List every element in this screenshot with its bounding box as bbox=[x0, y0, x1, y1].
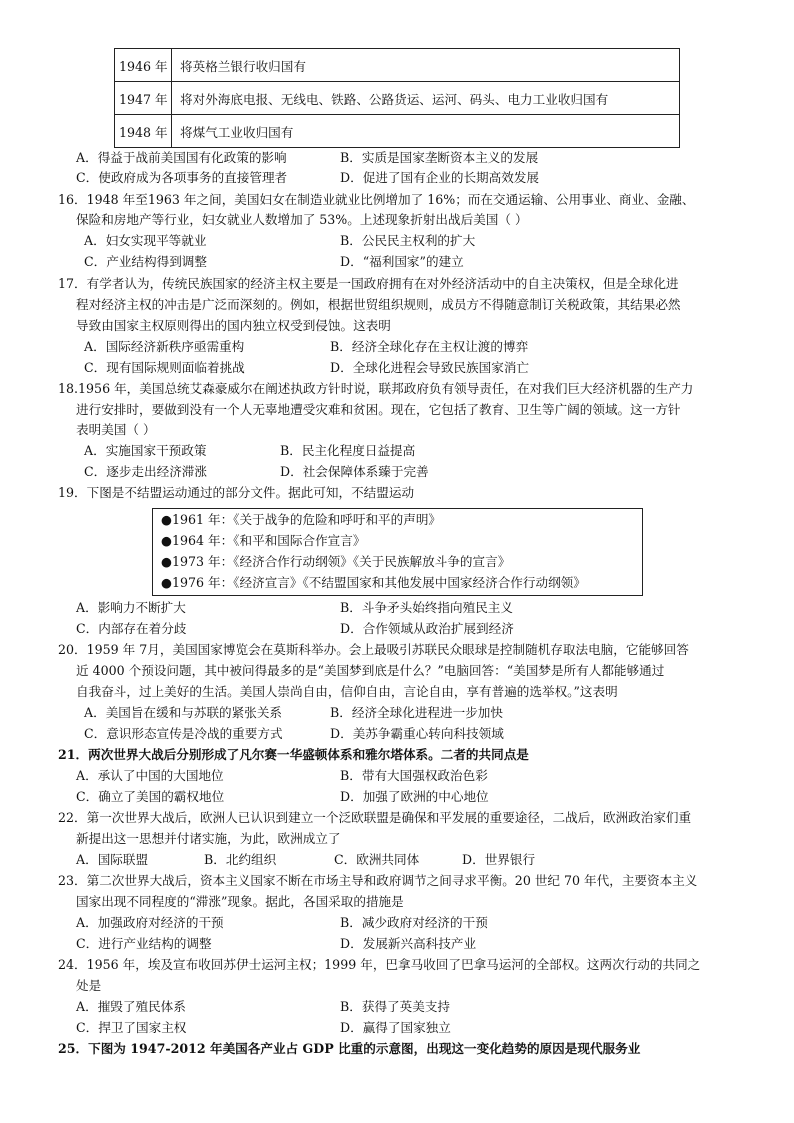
table-year-cell: 1946 年 bbox=[115, 49, 172, 82]
q22-option-a: A．国际联盟 bbox=[76, 852, 149, 867]
box-line: ●1961 年：《关于战争的危险和呼吁和平的声明》 bbox=[161, 512, 442, 527]
q18-option-b: B．民主化程度日益提高 bbox=[280, 443, 416, 458]
q23-option-b: B．减少政府对经济的干预 bbox=[340, 915, 488, 930]
q18-stem-line2: 进行安排时，要做到没有一个人无辜地遭受灾难和贫困。现在，它包括了教育、卫生等广阔的领域。这一方针 bbox=[76, 402, 681, 417]
box-line: ●1976 年：《经济宣言》《不结盟国家和其他发展中国家经济合作行动纲领》 bbox=[161, 575, 586, 590]
table-row bbox=[115, 115, 680, 148]
q15-option-d: D．促进了国有企业的长期高效发展 bbox=[340, 170, 540, 185]
table-content-cell: 将煤气工业收归国有 bbox=[172, 115, 680, 148]
q18-option-c: C．逐步走出经济滞涨 bbox=[84, 464, 207, 479]
q16-option-d: D．“福利国家”的建立 bbox=[340, 254, 464, 269]
q20-stem-line3: 自我奋斗，过上美好的生活。美国人崇尚自由，信仰自由，言论自由，享有普遍的选举权。”这表明 bbox=[76, 684, 618, 699]
q20-option-c: C．意识形态宣传是冷战的重要方式 bbox=[84, 726, 283, 741]
q24-stem-line2: 处是 bbox=[76, 978, 102, 993]
q16-stem-line1: 16．1948 年至1963 年之间，美国妇女在制造业就业比例增加了 16%；而在交通运输、公用事业、商业、金融、 bbox=[58, 192, 695, 207]
q24-option-a: A．摧毁了殖民体系 bbox=[76, 999, 186, 1014]
q23-option-d: D．发展新兴高科技产业 bbox=[340, 936, 477, 951]
q21-option-b: B．带有大国强权政治色彩 bbox=[340, 768, 488, 783]
q19-option-b: B．斗争矛头始终指向殖民主义 bbox=[340, 600, 513, 615]
q19-option-a: A．影响力不断扩大 bbox=[76, 600, 186, 615]
q16-stem-line2: 保险和房地产等行业，妇女就业人数增加了 53%。上述现象折射出战后美国（ ） bbox=[76, 212, 528, 227]
nationalization-table bbox=[114, 48, 680, 148]
q23-option-a: A．加强政府对经济的干预 bbox=[76, 915, 224, 930]
nonaligned-documents-box bbox=[152, 508, 643, 596]
q24-option-d: D．赢得了国家独立 bbox=[340, 1020, 451, 1035]
q20-option-b: B．经济全球化进程进一步加快 bbox=[330, 705, 503, 720]
q24-option-c: C．捍卫了国家主权 bbox=[76, 1020, 187, 1035]
q16-option-c: C．产业结构得到调整 bbox=[84, 254, 207, 269]
q17-option-a: A．国际经济新秩序亟需重构 bbox=[84, 339, 245, 354]
q15-option-a: A．得益于战前美国国有化政策的影响 bbox=[76, 150, 287, 165]
q24-stem-line1: 24．1956 年，埃及宣布收回苏伊士运河主权；1999 年，巴拿马收回了巴拿马运河的全部权。这两次行动的共同之 bbox=[58, 957, 701, 972]
table-content-cell: 将英格兰银行收归国有 bbox=[172, 49, 680, 82]
box-line: ●1964 年：《和平和国际合作宣言》 bbox=[161, 533, 366, 548]
q22-stem-line1: 22．第一次世界大战后，欧洲人已认识到建立一个泛欧联盟是确保和平发展的重要途径，二战后，欧洲政治家们重 bbox=[58, 810, 692, 825]
q21-stem: 21．两次世界大战后分别形成了凡尔赛一华盛顿体系和雅尔塔体系。二者的共同点是 bbox=[58, 747, 529, 762]
q17-option-c: C．现有国际规则面临着挑战 bbox=[84, 360, 245, 375]
q18-option-d: D．社会保障体系臻于完善 bbox=[280, 464, 429, 479]
q17-stem-line2: 程对经济主权的冲击是广泛而深刻的。例如，根据世贸组织规则，成员方不得随意制订关税政策，其结果必然 bbox=[76, 297, 681, 312]
q20-stem-line1: 20．1959 年 7月，美国国家博览会在莫斯科举办。会上最吸引苏联民众眼球是控制随机存取法电脑，它能够回答 bbox=[58, 642, 689, 657]
q17-option-d: D．全球化进程会导致民族国家消亡 bbox=[330, 360, 530, 375]
q25-stem: 25．下图为 1947-2012 年美国各产业占 GDP 比重的示意图，出现这一变化趋势的原因是现代服务业 bbox=[58, 1041, 641, 1056]
q18-stem-line3: 表明美国（ ） bbox=[76, 422, 156, 437]
q23-stem-line2: 国家出现不同程度的“滞涨”现象。据此，各国采取的措施是 bbox=[76, 894, 404, 909]
q17-stem-line3: 导致由国家主权原则得出的国内独立权受到侵蚀。这表明 bbox=[76, 318, 391, 333]
q19-option-d: D．合作领域从政治扩展到经济 bbox=[340, 621, 514, 636]
table-year-cell: 1947 年 bbox=[115, 82, 172, 115]
q16-option-a: A．妇女实现平等就业 bbox=[84, 233, 207, 248]
q22-option-b: B．北约组织 bbox=[204, 852, 277, 867]
q17-stem-line1: 17．有学者认为，传统民族国家的经济主权主要是一国政府拥有在对外经济活动中的自主决策权，但是全球化进 bbox=[58, 276, 679, 291]
table-row bbox=[115, 49, 680, 82]
table-content-cell: 将对外海底电报、无线电、铁路、公路货运、运河、码头、电力工业收归国有 bbox=[172, 82, 680, 115]
q21-option-a: A．承认了中国的大国地位 bbox=[76, 768, 224, 783]
table-year-cell: 1948 年 bbox=[115, 115, 172, 148]
q20-option-a: A．美国旨在缓和与苏联的紧张关系 bbox=[84, 705, 283, 720]
q20-option-d: D．美苏争霸重心转向科技领域 bbox=[330, 726, 504, 741]
q15-option-c: C．使政府成为各项事务的直接管理者 bbox=[76, 170, 288, 185]
q20-stem-line2: 近 4000 个预设问题，其中被问得最多的是“美国梦到底是什么？”电脑回答：“美国梦是所有人都能够通过 bbox=[76, 663, 665, 678]
q16-option-b: B．公民民主权利的扩大 bbox=[340, 233, 476, 248]
q22-option-c: C．欧洲共同体 bbox=[334, 852, 420, 867]
q18-stem-line1: 18.1956 年，美国总统艾森豪威尔在阐述执政方针时说，联邦政府负有领导责任，在对我们巨大经济机器的生产力 bbox=[58, 381, 694, 396]
q17-option-b: B．经济全球化存在主权让渡的博弈 bbox=[330, 339, 529, 354]
table-row bbox=[115, 82, 680, 115]
q23-stem-line1: 23．第二次世界大战后，资本主义国家不断在市场主导和政府调节之间寻求平衡。20 世纪 70 年代，主要资本主义 bbox=[58, 873, 698, 888]
box-line: ●1973 年：《经济合作行动纲领》《关于民族解放斗争的宣言》 bbox=[161, 554, 511, 569]
q22-option-d: D．世界银行 bbox=[462, 852, 536, 867]
q24-option-b: B．获得了英美支持 bbox=[340, 999, 451, 1014]
q19-option-c: C．内部存在着分歧 bbox=[76, 621, 187, 636]
q21-option-d: D．加强了欧洲的中心地位 bbox=[340, 789, 489, 804]
q15-option-b: B．实质是国家垄断资本主义的发展 bbox=[340, 150, 539, 165]
q19-stem: 19．下图是不结盟运动通过的部分文件。据此可知，不结盟运动 bbox=[58, 485, 415, 500]
q21-option-c: C．确立了美国的霸权地位 bbox=[76, 789, 225, 804]
q23-option-c: C．进行产业结构的调整 bbox=[76, 936, 212, 951]
q22-stem-line2: 新提出这一思想并付诸实施，为此，欧洲成立了 bbox=[76, 831, 341, 846]
q18-option-a: A．实施国家干预政策 bbox=[84, 443, 207, 458]
